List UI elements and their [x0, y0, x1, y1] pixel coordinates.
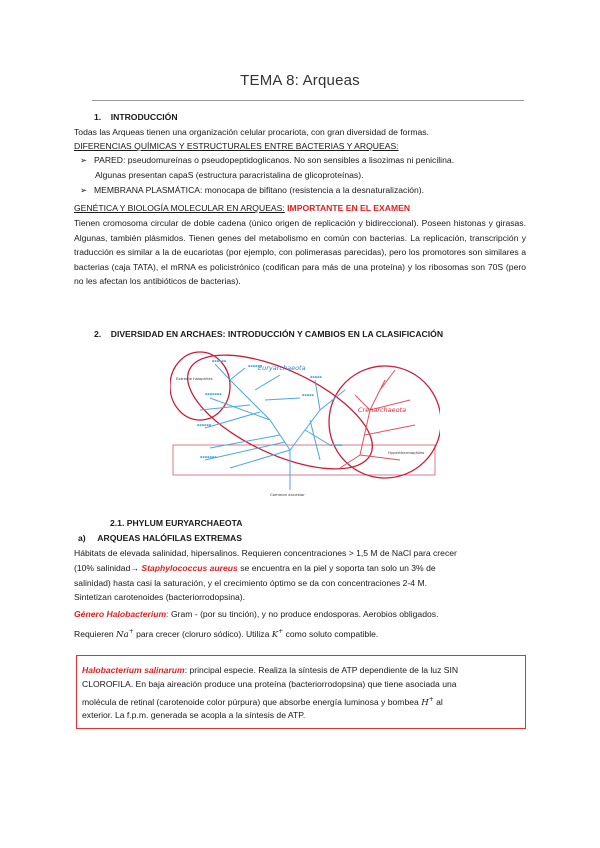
requirements-mid: para crecer (cloruro sódico). Utiliza: [136, 628, 270, 639]
subsection-letter: a): [78, 533, 86, 543]
section-1-heading: [94, 110, 178, 125]
species-staphylococcus: Staphylococcus aureus: [141, 563, 238, 573]
box-line-2: CLOROFILA. En baja aireación produce una proteína (bacteriorrodopsina) que tiene asociada una: [82, 679, 457, 689]
subsection-halophiles-heading: [78, 531, 242, 546]
svg-text:▪▪▪▪▪▪▪: ▪▪▪▪▪▪▪: [200, 455, 217, 459]
subsection-halophiles-title: ARQUEAS HALÓFILAS EXTREMAS: [97, 533, 242, 543]
halophiles-line-1: Hábitats de elevada salinidad, hipersalinos. Requieren concentraciones > 1,5 M de NaCl para crecer: [74, 548, 457, 558]
halophiles-line-2: [74, 561, 436, 576]
euryarchaeota-tree: [200, 364, 345, 490]
crenarchaeota-circle: [329, 366, 440, 478]
right-arrow-icon: →: [130, 563, 139, 573]
svg-text:▪▪▪▪▪: ▪▪▪▪▪: [302, 393, 314, 397]
section-2-heading: [94, 327, 443, 342]
genus-colon: :: [166, 609, 169, 619]
genus-halobacterium-text: Gram - (por su tinción), y no produce endosporas. Aerobios obligados.: [170, 609, 439, 619]
common-ancestor-label: Common ancestor: [270, 492, 305, 497]
genetics-paragraph: Tienen cromosoma circular de doble cadena (único origen de replicación y bidireccional). Poseen histonas y girasas. Algunas, también plásmidos. Tienen genes del metabolismo en común con bacterias. La replicación, transcripción y traducción es similar a la de eucariotas (por ejemplo, con polimerasas parecidas), pero los promotores son similares a bacterias (caja TATA), el mRNA es policistrónico (codifican para más de una proteína) y los ribosomas son 70S (pero no les afectan los antibióticos de bacterias).: [74, 218, 526, 287]
bullet-pared-continuation: Algunas presentan capaS (estructura paracristalina de glicoproteínas).: [95, 170, 364, 180]
section-2-title: DIVERSIDAD EN ARCHAES: INTRODUCCIÓN Y CAMBIOS EN LA CLASIFICACIÓN: [110, 329, 444, 339]
differences-heading: DIFERENCIAS QUÍMICAS Y ESTRUCTURALES ENTRE BACTERIAS Y ARQUEAS:: [74, 141, 399, 151]
halophiles-line-2-post: se encuentra en la piel y soporta tan solo un 3% de: [240, 563, 436, 573]
section-1-title: INTRODUCCIÓN: [110, 112, 178, 122]
halophiles-line-2-pre: (10% salinidad: [74, 563, 131, 573]
bullet-arrow-icon: ➢: [80, 185, 88, 195]
halophiles-label: Extreme halophiles: [176, 376, 213, 381]
bullet-membrana-text: MEMBRANA PLASMÁTICA: monocapa de bifitano (resistencia a la desnaturalización).: [94, 185, 425, 195]
euryarchaeota-label: Euryarchaeota: [258, 364, 306, 372]
section-2-number: 2.: [94, 329, 102, 339]
sodium-symbol: Na+: [116, 628, 134, 640]
crenarchaeota-label: Crenarchaeota: [358, 406, 407, 414]
genetics-heading-text: GENÉTICA Y BIOLOGÍA MOLECULAR EN ARQUEAS:: [74, 203, 285, 213]
svg-text:▪▪▪▪▪: ▪▪▪▪▪: [310, 375, 322, 379]
exam-important-note: IMPORTANTE EN EL EXAMEN: [287, 203, 411, 213]
proton-symbol: H+: [421, 696, 434, 708]
box-line-3-pre: molécula de retinal (carotenoide color púrpura) que absorbe energía luminosa y bombea: [82, 696, 419, 707]
genetics-heading: [74, 201, 410, 216]
halophiles-line-3: salinidad) hasta casi la saturación, y el crecimiento óptimo se da con concentraciones 2-4 M.: [74, 578, 427, 588]
hyperthermophiles-label: Hyperthermophiles: [388, 450, 425, 455]
bullet-membrana: [80, 183, 424, 198]
genus-halobacterium-label: Género Halobacterium: [74, 609, 167, 619]
species-halobacterium-salinarum: Halobacterium salinarum: [82, 665, 185, 675]
box-line-1: [82, 663, 458, 678]
bullet-pared-text: PARED: pseudomureínas o pseudopeptidoglicanos. No son sensibles a lisozimas ni penicilina.: [94, 155, 455, 165]
box-line-3-post: al: [436, 696, 443, 707]
halophiles-line-4: Sintetizan carotenoides (bacteriorrodopsina).: [74, 592, 246, 602]
archaea-phylogeny-figure: [170, 350, 440, 500]
bullet-pared: [80, 153, 454, 168]
intro-paragraph: Todas las Arqueas tienen una organización celular procariota, con gran diversidad de formas.: [74, 127, 429, 137]
title-divider: [92, 100, 524, 101]
bullet-arrow-icon: ➢: [80, 155, 88, 165]
svg-text:▪▪▪▪▪▪▪: ▪▪▪▪▪▪▪: [205, 392, 222, 396]
box-line-4: exterior. La f.p.m. generada se acopla a la síntesis de ATP.: [82, 710, 306, 720]
requirements-line: [74, 625, 378, 642]
svg-text:▪▪▪▪▪▪: ▪▪▪▪▪▪: [248, 364, 263, 368]
requirements-post: como soluto compatible.: [285, 628, 379, 639]
potassium-symbol: K+: [271, 628, 284, 640]
svg-text:▪▪▪▪▪▪: ▪▪▪▪▪▪: [197, 423, 212, 427]
svg-text:▪▪▪▪▪▪: ▪▪▪▪▪▪: [212, 359, 227, 363]
genus-halobacterium-line: [74, 607, 438, 622]
page-title: TEMA 8: Arqueas: [240, 72, 360, 89]
svg-text:▪▪▪▪▪: ▪▪▪▪▪: [330, 443, 342, 447]
subsection-euryarchaeota: 2.1. PHYLUM EURYARCHAEOTA: [110, 518, 243, 528]
box-line-1-text: : principal especie. Realiza la síntesis de ATP dependiente de la luz SIN: [184, 665, 459, 675]
section-1-number: 1.: [94, 112, 102, 122]
requirements-pre: Requieren: [74, 628, 114, 639]
